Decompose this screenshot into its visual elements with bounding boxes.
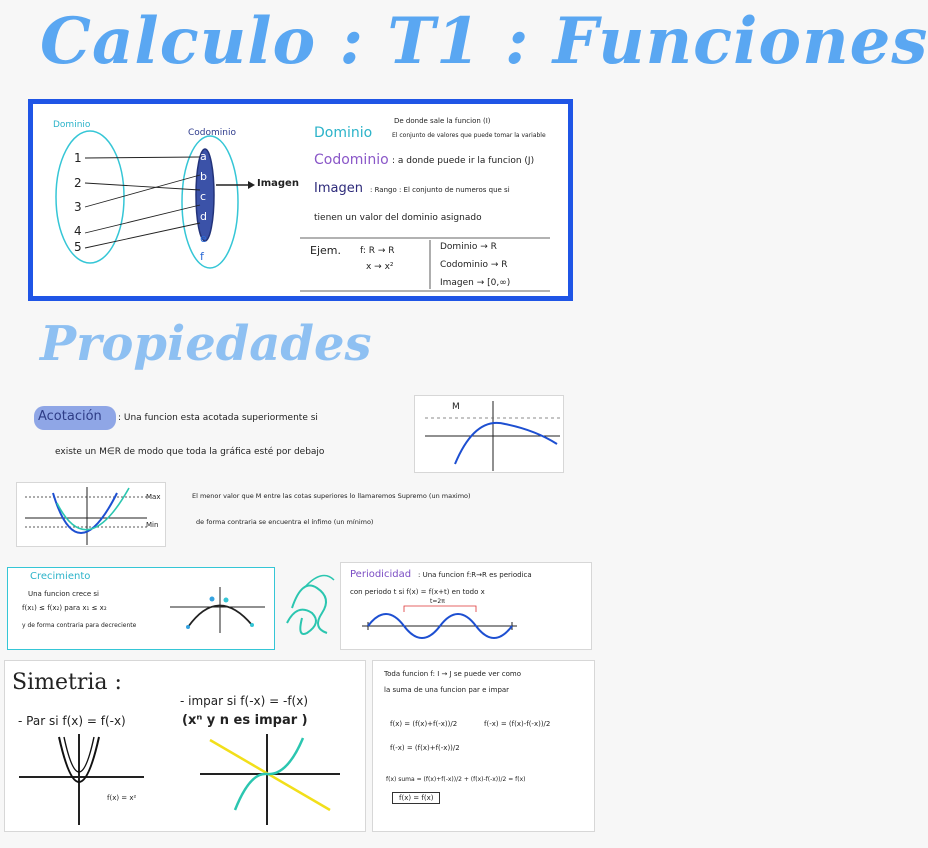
simetria-par-fn: f(x) = x²: [107, 794, 137, 802]
codomain-item: d: [200, 210, 207, 223]
simetria-impar-note: (xⁿ y n es impar ): [182, 713, 308, 728]
crecimiento-graph: [170, 585, 270, 635]
page-title: Calculo : T1 : Funciones: [40, 4, 928, 79]
periodicidad-line1: : Una funcion f:R→R es periodica: [418, 571, 532, 579]
maxmin-note2: de forma contraria se encuentra el ínfimo (un mínimo): [196, 518, 374, 526]
simetria-title: Simetria :: [12, 670, 122, 695]
example-map1: f: R → R: [360, 246, 395, 256]
descomposicion-eq2: f(-x) = (f(x)+f(-x))/2: [390, 744, 460, 752]
periodicidad-term: Periodicidad: [350, 569, 412, 580]
acotacion-term: Acotación: [38, 409, 102, 424]
crecimiento-line1: Una funcion crece si: [28, 590, 100, 598]
maxmin-graph-card: [16, 482, 166, 547]
descomposicion-line2: la suma de una funcion par e impar: [384, 686, 510, 694]
acotacion-graph: [415, 396, 565, 474]
descomposicion-eq1b: f(-x) = (f(x)-f(-x))/2: [484, 720, 551, 728]
codomain-item: c: [200, 190, 207, 203]
imagen-label: Imagen: [257, 178, 299, 189]
domain-item: 3: [74, 200, 82, 214]
descomposicion-eq3: f(x) suma = (f(x)+f(-x))/2 + (f(x)-f(-x))/2 = f(x): [386, 776, 526, 783]
codomain-item: a: [200, 150, 207, 163]
maxmin-note1: El menor valor que M entre las cotas superiores lo llamaremos Supremo (un maximo): [192, 492, 471, 500]
descomposicion-line1: Toda funcion f: I → J se puede ver como: [384, 670, 521, 678]
codomain-item: b: [200, 170, 207, 183]
descomposicion-boxed: f(x) = f(x): [392, 792, 440, 804]
acotacion-graph-card: [414, 395, 564, 473]
dominio-line1: De donde sale la funcion (I): [394, 117, 491, 125]
dominio-label: Dominio: [53, 120, 91, 130]
acotacion-line1: : Una funcion esta acotada superiormente si: [118, 413, 318, 423]
domain-item: 2: [74, 176, 82, 190]
doodle-decoration: [282, 568, 342, 643]
period-label: t=2π: [430, 598, 445, 605]
crecimiento-line2: f(x₁) ≤ f(x₂) para x₁ ≤ x₂: [22, 604, 107, 612]
acotacion-graph-label: M: [452, 402, 460, 412]
section-title: Propiedades: [40, 316, 372, 372]
imagen-term: Imagen: [314, 181, 363, 196]
descomposicion-eq1a: f(x) = (f(x)+f(-x))/2: [390, 720, 458, 728]
example-imagen: Imagen → [0,∞): [440, 278, 511, 288]
simetria-par: - Par si f(x) = f(-x): [18, 714, 126, 728]
min-label: Min: [146, 521, 159, 529]
simetria-impar-graph: [195, 732, 345, 827]
domain-item: 4: [74, 224, 82, 238]
codominio-term: Codominio: [314, 152, 389, 168]
imagen-arrowhead: [248, 181, 255, 189]
dominio-term: Dominio: [314, 125, 373, 141]
imagen-line2: tienen un valor del dominio asignado: [314, 213, 482, 223]
example-dominio: Dominio → R: [440, 242, 497, 252]
codominio-text: : a donde puede ir la funcion (J): [392, 156, 535, 166]
codomain-item: e: [200, 232, 207, 245]
domain-item: 5: [74, 240, 82, 254]
example-label: Ejem.: [310, 244, 341, 257]
max-label: Max: [146, 493, 161, 501]
arrow-5: [85, 223, 200, 248]
codomain-item: f: [200, 250, 204, 263]
acotacion-line2: existe un M∈R de modo que toda la gráfica esté por debajo: [55, 447, 325, 457]
example-codominio: Codominio → R: [440, 260, 508, 270]
crecimiento-term: Crecimiento: [30, 571, 91, 582]
example-map2: x → x²: [366, 262, 394, 272]
arrow-1: [85, 157, 200, 158]
maxmin-graph: [17, 483, 167, 548]
periodicidad-line2: con periodo t si f(x) = f(x+t) en todo x: [350, 588, 485, 596]
simetria-impar: - impar si f(-x) = -f(x): [180, 694, 309, 708]
simetria-par-graph: [14, 732, 154, 827]
codominio-label: Codominio: [188, 128, 236, 138]
imagen-line1: : Rango : El conjunto de numeros que si: [370, 186, 510, 194]
domain-item: 1: [74, 151, 82, 165]
domain-ellipse: [56, 131, 124, 263]
crecimiento-line3: y de forma contraria para decreciente: [22, 622, 137, 629]
dominio-line2: El conjunto de valores que puede tomar la variable: [392, 132, 546, 139]
